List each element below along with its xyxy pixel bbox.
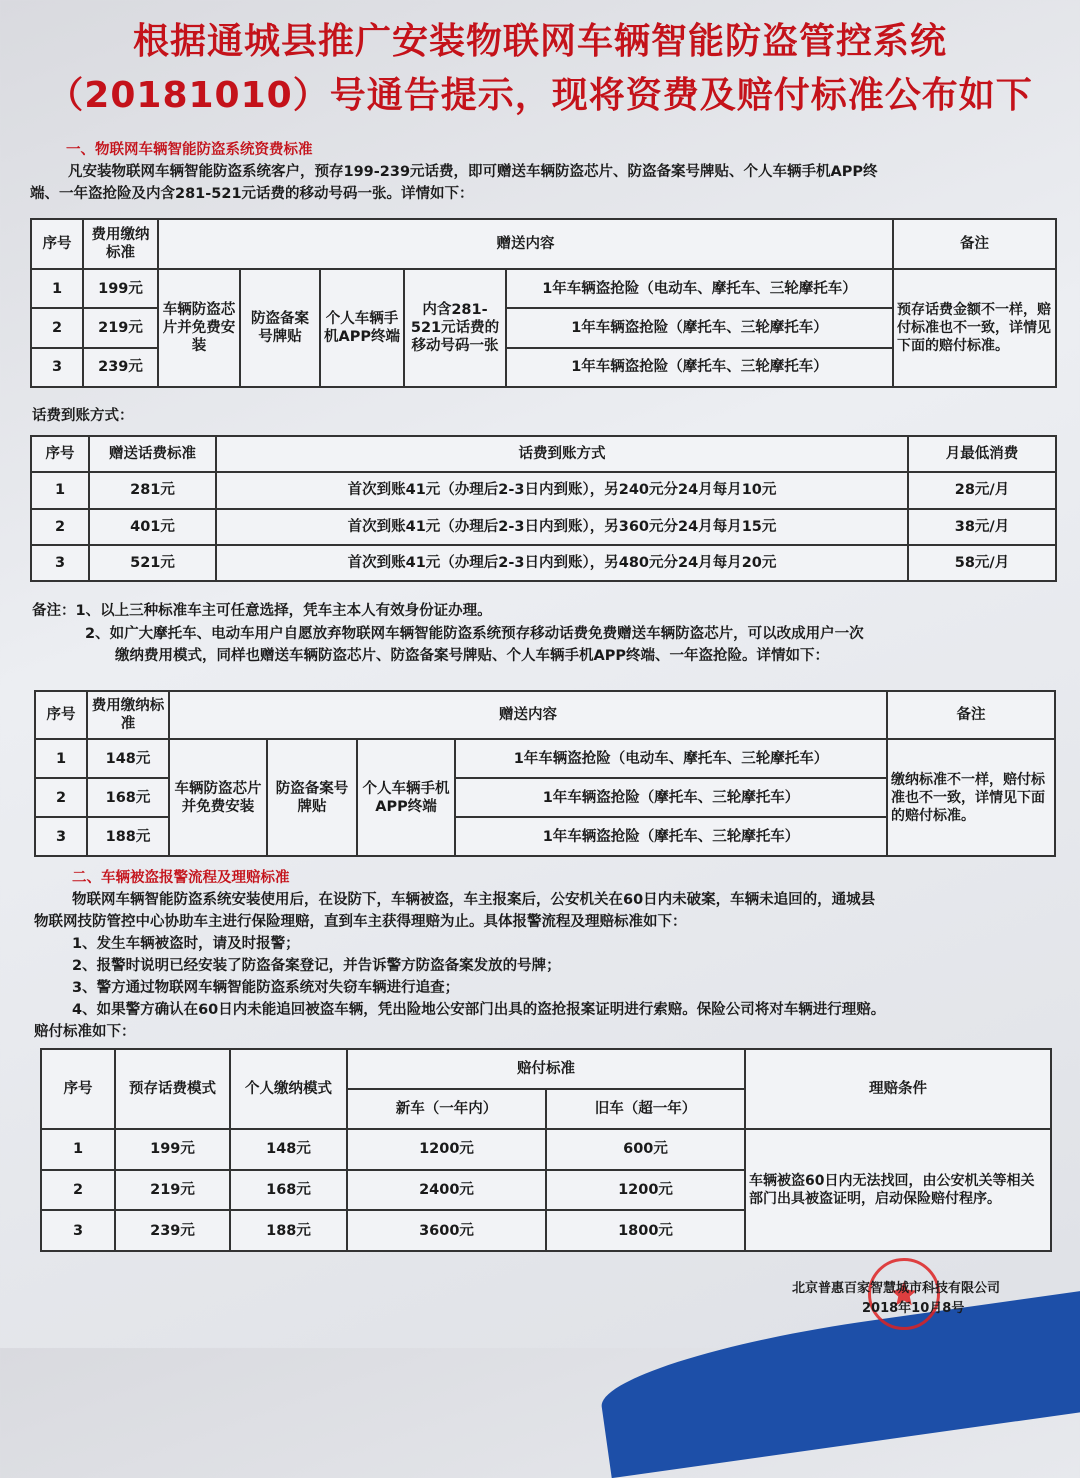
cell: 车辆被盗60日内无法找回，由公安机关等相关部门出具被盗证明，启动保险赔付程序。 bbox=[745, 1129, 1051, 1251]
cell: 1年车辆盗抢险（摩托车、三轮摩托车） bbox=[455, 817, 887, 856]
cell: 239元 bbox=[83, 348, 158, 387]
th: 费用缴纳标准 bbox=[83, 219, 158, 269]
cell: 1 bbox=[31, 472, 89, 508]
cell: 内含281-521元话费的移动号码一张 bbox=[404, 269, 506, 387]
compensation-table bbox=[40, 1048, 1052, 1252]
cell: 28元/月 bbox=[908, 472, 1056, 508]
s2-item-2: 2、报警时说明已经安装了防盗备案登记，并告诉警方防盗备案发放的号牌； bbox=[72, 958, 561, 974]
cell: 188元 bbox=[87, 817, 169, 856]
section-1-heading: 一、物联网车辆智能防盗系统资费标准 bbox=[66, 142, 313, 158]
footer-date: 2018年10月8号 bbox=[862, 1301, 965, 1316]
cell: 219元 bbox=[115, 1170, 230, 1211]
th: 备注 bbox=[887, 691, 1055, 739]
s1-intro-2: 端、一年盗抢险及内含281-521元话费的移动号码一张。详情如下： bbox=[30, 186, 474, 202]
cell: 168元 bbox=[230, 1170, 347, 1211]
cell: 1年车辆盗抢险（电动车、摩托车、三轮摩托车） bbox=[455, 739, 887, 778]
cell: 防盗备案号牌贴 bbox=[267, 739, 357, 856]
cell: 3 bbox=[35, 817, 87, 856]
title-line-1: 根据通城县推广安装物联网车辆智能防盗管控系统 bbox=[132, 21, 947, 62]
th: 备注 bbox=[893, 219, 1056, 269]
s2-item-4: 4、如果警方确认在60日内未能追回被盗车辆，凭出险地公安部门出具的盗抢报案证明进行索赔。保险公司将对车辆进行理赔。 bbox=[72, 1002, 886, 1018]
th: 赠送话费标准 bbox=[89, 436, 216, 472]
cell: 219元 bbox=[83, 308, 158, 347]
cell: 600元 bbox=[546, 1129, 745, 1170]
cell: 2 bbox=[41, 1170, 115, 1211]
cell: 1200元 bbox=[546, 1170, 745, 1211]
cell: 1年车辆盗抢险（摩托车、三轮摩托车） bbox=[506, 308, 893, 347]
cell: 168元 bbox=[87, 778, 169, 817]
cell: 38元/月 bbox=[908, 509, 1056, 545]
cell: 1年车辆盗抢险（电动车、摩托车、三轮摩托车） bbox=[506, 269, 893, 308]
th: 理赔条件 bbox=[745, 1049, 1051, 1129]
s2-item-1: 1、发生车辆被盗时，请及时报警； bbox=[72, 936, 300, 952]
footer-company: 北京普惠百家智慧城市科技有限公司 bbox=[792, 1281, 1001, 1296]
cell: 防盗备案号牌贴 bbox=[240, 269, 320, 387]
s1-intro-1: 凡安装物联网车辆智能防盗系统客户，预存199-239元话费，即可赠送车辆防盗芯片、防盗备案号牌贴、个人车辆手机APP终 bbox=[68, 164, 878, 180]
cell: 148元 bbox=[87, 739, 169, 778]
th: 月最低消费 bbox=[908, 436, 1056, 472]
th: 序号 bbox=[41, 1049, 115, 1129]
s2-p2: 物联网技防管控中心协助车主进行保险理赔，直到车主获得理赔为止。具体报警流程及理赔标准如下： bbox=[34, 914, 687, 930]
cell: 3 bbox=[41, 1210, 115, 1251]
th: 序号 bbox=[35, 691, 87, 739]
cell: 199元 bbox=[83, 269, 158, 308]
cell: 首次到账41元（办理后2-3日内到账），另480元分24月每月20元 bbox=[216, 545, 908, 581]
cell: 239元 bbox=[115, 1210, 230, 1251]
one-time-fee-table bbox=[34, 690, 1056, 857]
cell: 车辆防盗芯片并免费安装 bbox=[158, 269, 240, 387]
th: 序号 bbox=[31, 219, 83, 269]
th: 序号 bbox=[31, 436, 89, 472]
th: 旧车（超一年） bbox=[546, 1089, 745, 1129]
cell: 缴纳标准不一样，赔付标准也不一致，详情见下面的赔付标准。 bbox=[887, 739, 1055, 856]
cell: 1年车辆盗抢险（摩托车、三轮摩托车） bbox=[506, 348, 893, 387]
cell: 188元 bbox=[230, 1210, 347, 1251]
note-1: 备注：1、以上三种标准车主可任意选择，凭车主本人有效身份证办理。 bbox=[32, 603, 492, 619]
cell: 521元 bbox=[89, 545, 216, 581]
th: 赔付标准 bbox=[347, 1049, 745, 1089]
cell: 车辆防盗芯片并免费安装 bbox=[169, 739, 267, 856]
th: 赠送内容 bbox=[169, 691, 887, 739]
cell: 个人车辆手机APP终端 bbox=[357, 739, 455, 856]
cell: 1200元 bbox=[347, 1129, 546, 1170]
section-2-heading: 二、车辆被盗报警流程及理赔标准 bbox=[72, 870, 290, 886]
cell: 1年车辆盗抢险（摩托车、三轮摩托车） bbox=[455, 778, 887, 817]
th: 话费到账方式 bbox=[216, 436, 908, 472]
cell: 2 bbox=[35, 778, 87, 817]
th: 赠送内容 bbox=[158, 219, 893, 269]
cell: 2400元 bbox=[347, 1170, 546, 1211]
cell: 3 bbox=[31, 348, 83, 387]
cell: 首次到账41元（办理后2-3日内到账），另240元分24月每月10元 bbox=[216, 472, 908, 508]
cell: 1800元 bbox=[546, 1210, 745, 1251]
cell: 2 bbox=[31, 308, 83, 347]
cell: 3 bbox=[31, 545, 89, 581]
cell: 1 bbox=[31, 269, 83, 308]
cell: 首次到账41元（办理后2-3日内到账），另360元分24月每月15元 bbox=[216, 509, 908, 545]
fee-table bbox=[30, 218, 1057, 388]
cell: 2 bbox=[31, 509, 89, 545]
cell: 199元 bbox=[115, 1129, 230, 1170]
s2-item-3: 3、警方通过物联网车辆智能防盗系统对失窃车辆进行追查； bbox=[72, 980, 460, 996]
topup-table bbox=[30, 435, 1057, 582]
cell: 148元 bbox=[230, 1129, 347, 1170]
cell: 281元 bbox=[89, 472, 216, 508]
t2-label: 话费到账方式： bbox=[32, 408, 134, 424]
s2-p3: 赔付标准如下： bbox=[34, 1024, 136, 1040]
cell: 3600元 bbox=[347, 1210, 546, 1251]
th: 费用缴纳标准 bbox=[87, 691, 169, 739]
cell: 1 bbox=[35, 739, 87, 778]
note-2: 2、如广大摩托车、电动车用户自愿放弃物联网车辆智能防盗系统预存移动话费免费赠送车辆防盗芯片，可以改成用户一次 bbox=[85, 626, 864, 642]
note-3: 缴纳费用模式，同样也赠送车辆防盗芯片、防盗备案号牌贴、个人车辆手机APP终端、一年盗抢险。详情如下： bbox=[115, 648, 829, 664]
cell: 1 bbox=[41, 1129, 115, 1170]
cell: 个人车辆手机APP终端 bbox=[320, 269, 404, 387]
th: 个人缴纳模式 bbox=[230, 1049, 347, 1129]
cell: 预存话费金额不一样，赔付标准也不一致，详情见下面的赔付标准。 bbox=[893, 269, 1056, 387]
s2-p1: 物联网车辆智能防盗系统安装使用后，在设防下，车辆被盗，车主报案后，公安机关在60日内未破案，车辆未追回的，通城县 bbox=[72, 892, 876, 908]
cell: 58元/月 bbox=[908, 545, 1056, 581]
th: 新车（一年内） bbox=[347, 1089, 546, 1129]
title-line-2: （20181010）号通告提示，现将资费及赔付标准公布如下 bbox=[47, 75, 1033, 116]
th: 预存话费模式 bbox=[115, 1049, 230, 1129]
cell: 401元 bbox=[89, 509, 216, 545]
